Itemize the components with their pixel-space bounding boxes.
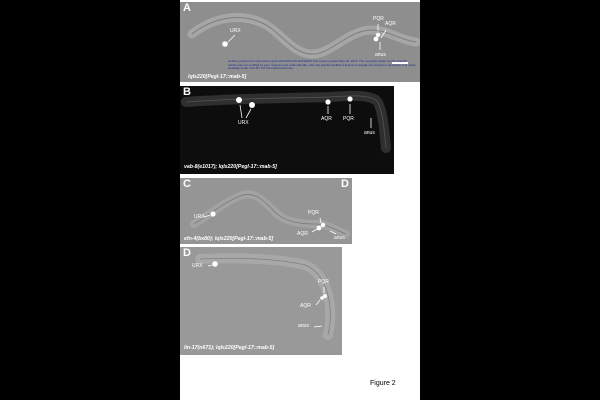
panel-b-label-pqr: PQR xyxy=(343,116,354,122)
preprint-notice-line-1: bioRxiv preprint doi: https://doi.org/10.1101/2023.05.26.542296; this version posted May 28, 2023. The copyright holder for this preprint xyxy=(228,59,408,63)
panel-d-micrograph xyxy=(180,247,342,355)
preprint-notice xyxy=(228,60,415,71)
panel-a-label-anus: anus xyxy=(375,52,386,58)
urx-neuron xyxy=(210,211,215,216)
worm-c-body xyxy=(194,194,346,234)
aqr-neuron xyxy=(320,296,324,300)
panel-b-micrograph xyxy=(180,86,394,174)
panel-d xyxy=(180,247,342,355)
worm-d-body xyxy=(200,258,330,335)
figure-label: Figure 2 xyxy=(370,380,396,387)
panel-c-label-pqr: PQR xyxy=(308,210,319,216)
aqr-neuron xyxy=(317,226,322,231)
preprint-notice-line-2: (which was not certified by peer review) is the author/funder, who has granted bioRxiv a license to display the preprint in perpetuity. It is made xyxy=(228,62,416,67)
urx-neuron xyxy=(212,261,218,267)
panel-d-letter: D xyxy=(183,247,191,259)
urx-neuron xyxy=(222,41,228,47)
panel-c-micrograph xyxy=(180,178,352,244)
panel-c-letter: C xyxy=(183,178,191,190)
figure-page xyxy=(180,0,420,400)
panel-c-label-aqr: AQR xyxy=(297,231,308,237)
pqr-neuron xyxy=(376,33,380,37)
panel-d-label-urx: URX xyxy=(192,263,203,269)
worm-b-body xyxy=(186,96,386,148)
panel-a xyxy=(180,2,420,82)
urx-neuron-2 xyxy=(249,102,255,108)
panel-d-label-aqr: AQR xyxy=(300,303,311,309)
panel-c-label-anus: anus xyxy=(334,235,345,241)
panel-d-label-anus: anus xyxy=(298,323,309,329)
panel-a-caption: lqIs220[Pegl-17::mab-5] xyxy=(188,74,247,80)
panel-a-label-aqr: AQR xyxy=(385,21,396,27)
panel-c-caption: efn-4(bx80); lqIs220[Pegl-17::mab-5] xyxy=(184,236,274,242)
panel-b-letter: B xyxy=(183,86,191,98)
panel-b-label-anus: anus xyxy=(364,130,375,136)
aqr-neuron xyxy=(325,99,330,104)
panel-d-caption: lin-17(n671); lqIs220[Pegl-17::mab-5] xyxy=(184,345,275,351)
panel-b xyxy=(180,86,394,174)
panel-b-label-aqr: AQR xyxy=(321,116,332,122)
panel-a-label-urx: URX xyxy=(230,28,241,34)
panel-d-label-pqr: PQR xyxy=(318,279,329,285)
panel-a-label-pqr: PQR xyxy=(373,16,384,22)
aqr-neuron xyxy=(374,37,379,42)
pqr-neuron xyxy=(347,96,352,101)
panel-b-caption: vab-8(e1017); lqIs220[Pegl-17::mab-5] xyxy=(184,164,277,170)
panel-c-letter-right: D xyxy=(341,178,349,190)
panel-c-label-urx: URX xyxy=(194,214,205,220)
panel-a-letter: A xyxy=(183,2,191,14)
urx-neuron-1 xyxy=(236,97,242,103)
preprint-notice-line-3: available under aCC-BY 4.0 International license. xyxy=(228,66,294,71)
panel-b-label-urx: URX xyxy=(238,120,249,126)
pqr-neuron xyxy=(321,223,325,227)
panel-c xyxy=(180,178,352,244)
